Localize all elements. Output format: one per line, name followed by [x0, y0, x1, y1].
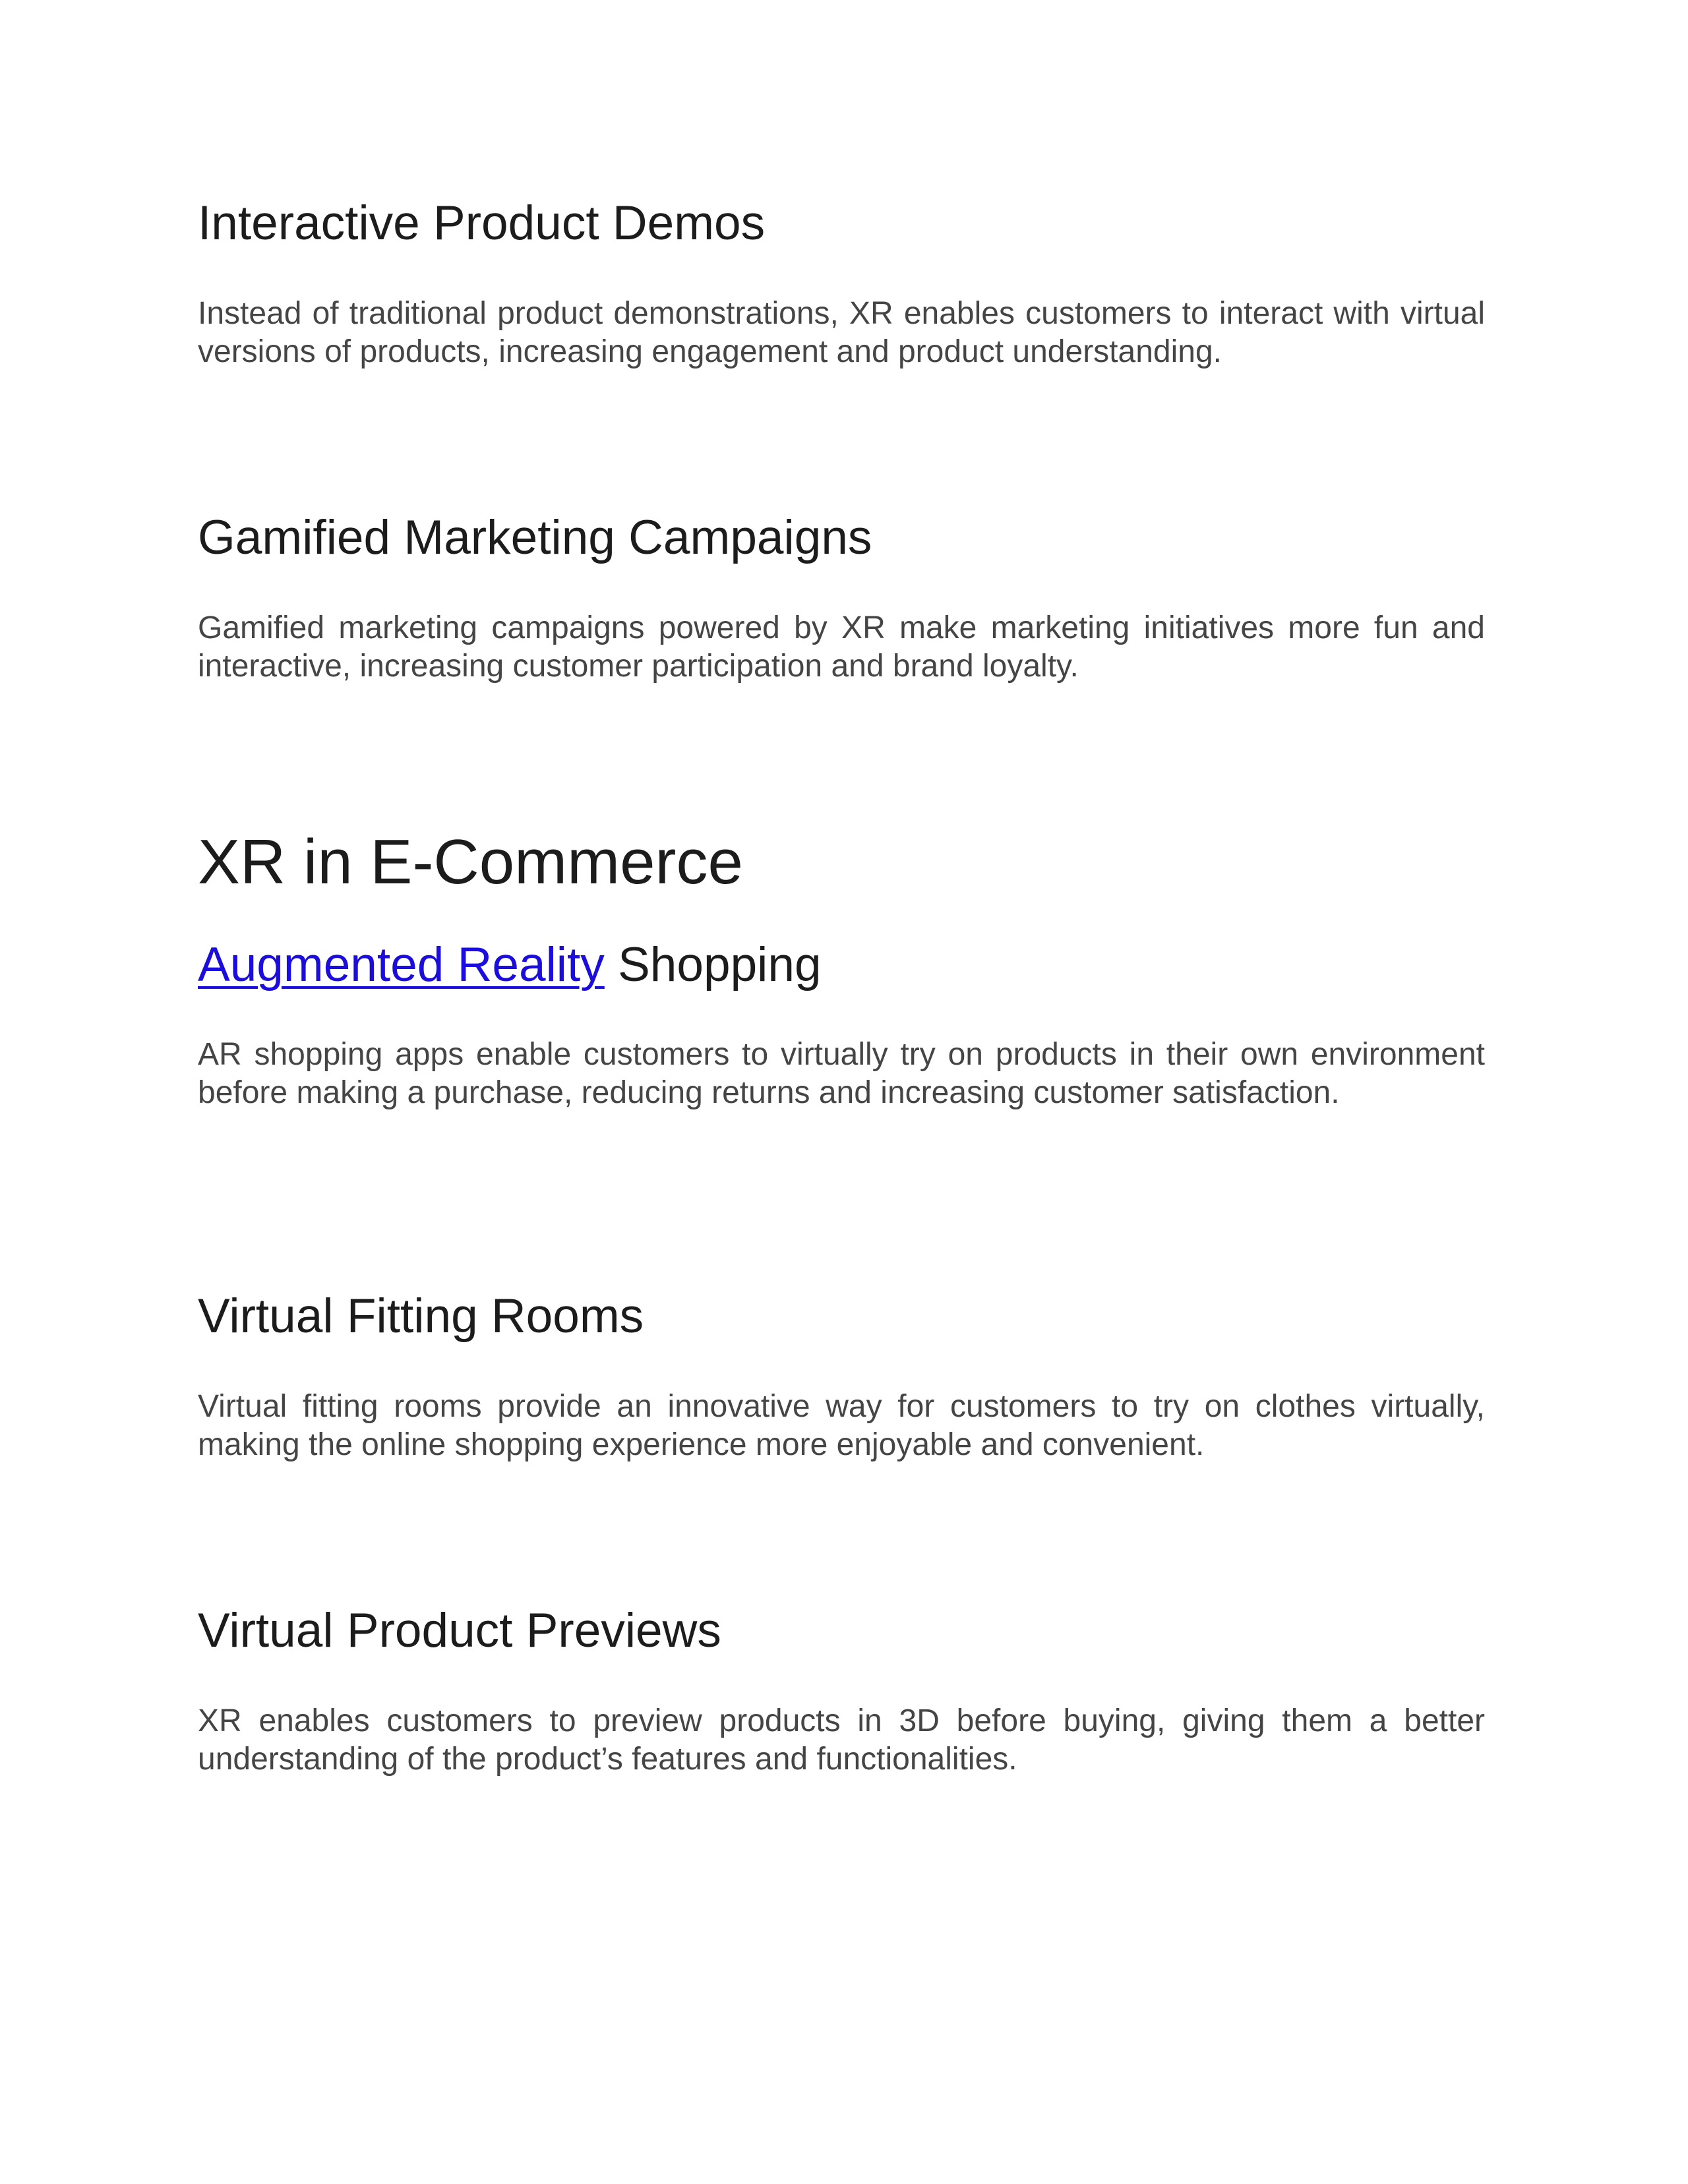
section-body-virtual-product-previews: XR enables customers to preview products in 3D before buying, giving them a better understanding of the product’s features and functionalities. [198, 1703, 1485, 1777]
section-body-interactive-product-demos: Instead of traditional product demonstrations, XR enables customers to interact with virtual versions of products, increasing engagement and product understanding. [198, 296, 1485, 369]
section-heading-virtual-product-previews: Virtual Product Previews [198, 1604, 721, 1657]
section-heading-virtual-fitting-rooms: Virtual Fitting Rooms [198, 1289, 644, 1343]
section-heading-interactive-product-demos: Interactive Product Demos [198, 196, 766, 250]
section-heading-ar-shopping [198, 937, 822, 993]
section-body-virtual-fitting-rooms: Virtual fitting rooms provide an innovative way for customers to try on clothes virtually, making the online shopping experience more enjoyable and convenient. [198, 1389, 1485, 1462]
section-body-gamified-marketing: Gamified marketing campaigns powered by XR make marketing initiatives more fun and interactive, increasing customer participation and brand loyalty. [198, 610, 1485, 684]
ar-shopping-heading-rest: Shopping [604, 938, 822, 991]
augmented-reality-link[interactable]: Augmented Reality [198, 938, 605, 991]
chapter-title: XR in E-Commerce [198, 827, 743, 897]
section-heading-gamified-marketing: Gamified Marketing Campaigns [198, 511, 872, 564]
section-body-ar-shopping: AR shopping apps enable customers to virtually try on products in their own environment before making a purchase, reducing returns and increasing customer satisfaction. [198, 1037, 1485, 1110]
